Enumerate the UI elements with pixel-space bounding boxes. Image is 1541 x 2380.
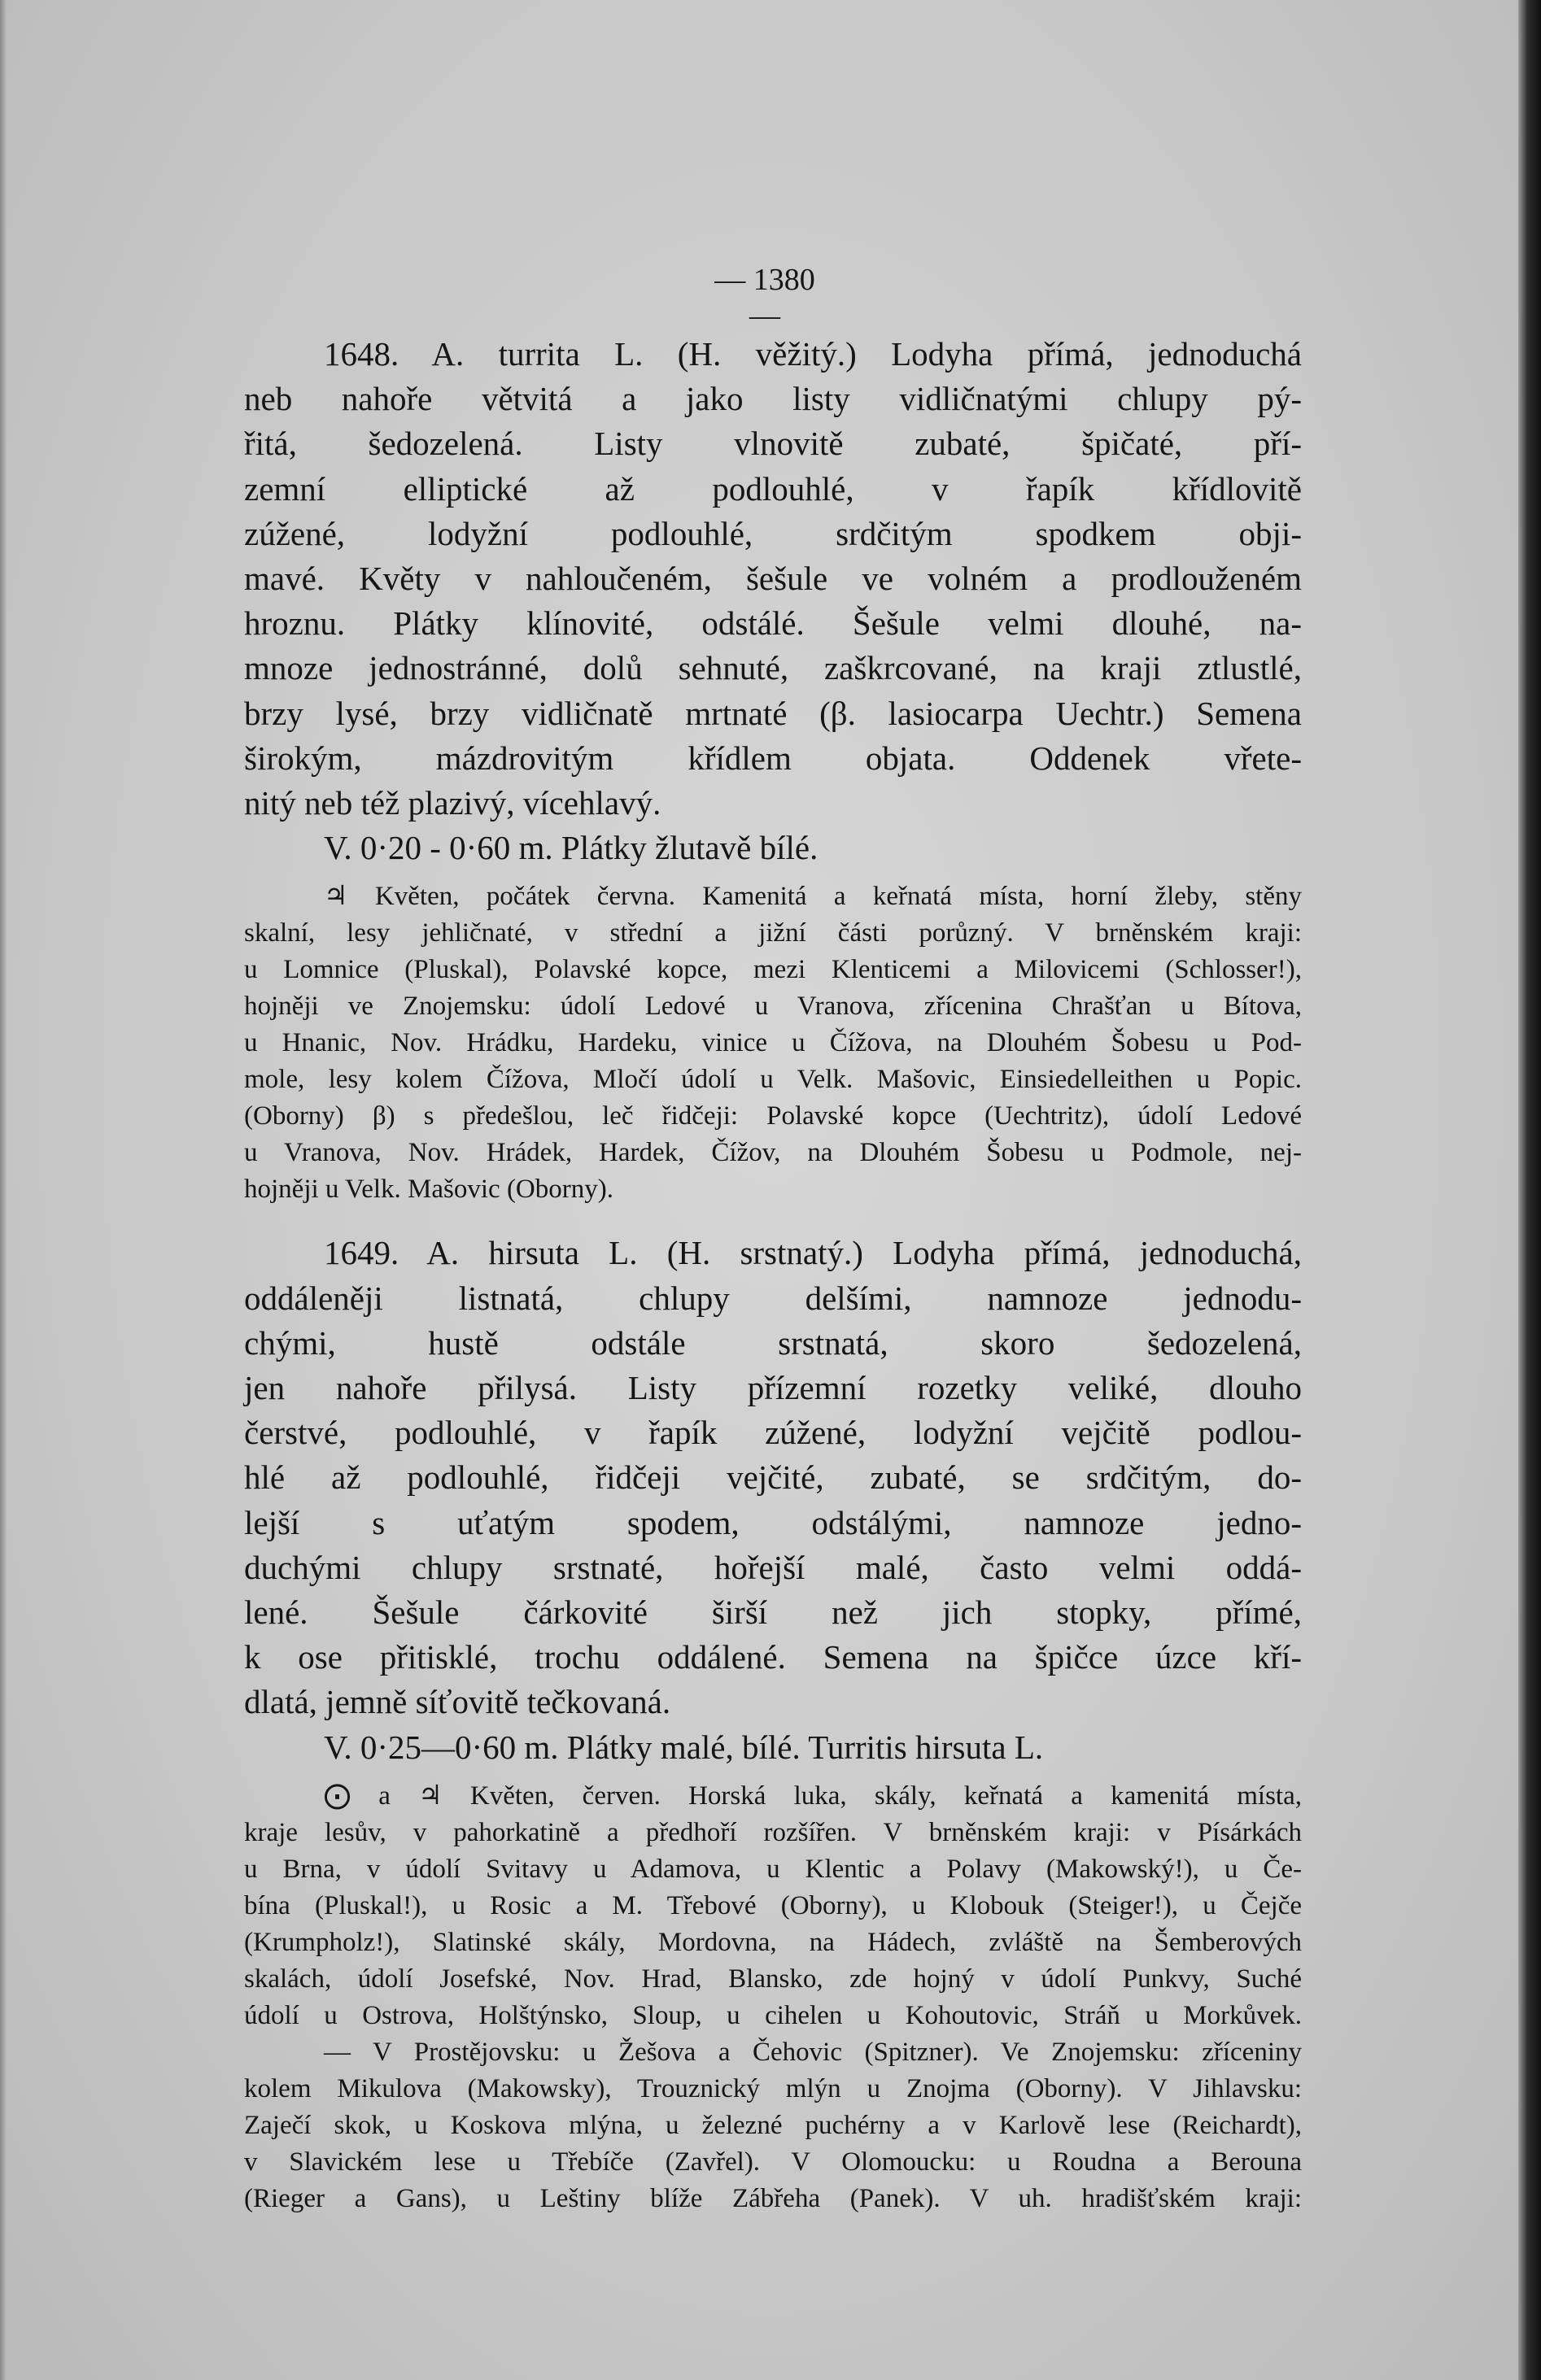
description-line: brzy lysé, brzy vidličnatě mrtnaté (β. lasiocarpa Uechtr.) Semena (244, 694, 1302, 732)
distribution-line: hojněji u Velk. Mašovic (Oborny). (244, 1175, 613, 1205)
description-line: jen nahoře přilysá. Listy přízemní rozetky veliké, dlouho (244, 1369, 1302, 1407)
entry-1649-distribution (244, 1778, 1302, 2217)
description-line: hlé až podlouhlé, řidčeji vejčité, zubaté, se srdčitým, do- (244, 1458, 1302, 1497)
description-line: lené. Šešule čárkovité širší než jich stopky, přímé, (244, 1593, 1302, 1632)
page-content (244, 332, 1302, 2217)
description-line: oddáleněji listnatá, chlupy delšími, namnoze jednodu- (244, 1279, 1302, 1317)
description-line: hroznu. Plátky klínovité, odstálé. Šešule velmi dlouhé, na- (244, 604, 1302, 643)
description-line: zemní elliptické až podlouhlé, v řapík křídlovitě (244, 469, 1302, 508)
distribution-line: Zaječí skok, u Koskova mlýna, u železné puchérny a v Karlově lese (Reichardt), (244, 2110, 1302, 2140)
size-note: V. 0·25—0·60 m. Plátky malé, bílé. Turritis hirsuta L. (324, 1728, 1044, 1766)
distribution-line: (Rieger a Gans), u Leštiny blíže Zábřeha (Panek). V uh. hradišťském kraji: (244, 2183, 1302, 2213)
distribution-line: u Hnanic, Nov. Hrádku, Hardeku, vinice u Čížova, na Dlouhém Šobesu u Pod- (244, 1028, 1302, 1058)
distribution-line: ♃ Květen, počátek června. Kamenitá a keřnatá místa, horní žleby, stěny (324, 882, 1302, 912)
entry-1648-description (244, 332, 1302, 870)
distribution-line: údolí u Ostrova, Holštýnsko, Sloup, u cihelen u Kohoutovic, Stráň u Morkůvek. (244, 2000, 1302, 2030)
page-left-edge (0, 0, 7, 2380)
distribution-line: bína (Pluskal!), u Rosic a M. Třebové (Oborny), u Klobouk (Steiger!), u Čejče (244, 1890, 1302, 1920)
description-line: mavé. Květy v nahloučeném, šešule ve volném a prodlouženém (244, 560, 1302, 598)
description-line: 1648. A. turrita L. (H. věžitý.) Lodyha přímá, jednoduchá (324, 335, 1302, 373)
description-line: řitá, šedozelená. Listy vlnovitě zubaté, špičaté, pří- (244, 425, 1302, 463)
description-line: širokým, mázdrovitým křídlem objata. Oddenek vřete- (244, 739, 1302, 777)
distribution-line: — V Prostějovsku: u Žešova a Čehovic (Spitzner). Ve Znojemsku: zříceniny (324, 2037, 1302, 2067)
page-number: — 1380 — (714, 263, 815, 333)
distribution-line: u Lomnice (Pluskal), Polavské kopce, mezi Klenticemi a Milovicemi (Schlosser!), (244, 955, 1302, 985)
description-line: lejší s uťatým spodem, odstálými, namnoze jedno- (244, 1503, 1302, 1541)
description-line: dlatá, jemně síťovitě tečkovaná. (244, 1683, 671, 1721)
description-line: k ose přitisklé, trochu oddálené. Semena na špičce úzce kří- (244, 1638, 1302, 1676)
description-line: neb nahoře větvitá a jako listy vidličnatými chlupy pý- (244, 380, 1302, 418)
page-right-edge (1518, 0, 1541, 2380)
entry-1649-description (244, 1231, 1302, 1769)
distribution-line: mole, lesy kolem Čížova, Mločí údolí u Velk. Mašovic, Einsiedelleithen u Popic. (244, 1065, 1302, 1095)
entry-1648 (244, 332, 1302, 1208)
size-note: V. 0·20 - 0·60 m. Plátky žlutavě bílé. (324, 829, 819, 867)
description-line: zúžené, lodyžní podlouhlé, srdčitým spodkem obji- (244, 514, 1302, 552)
entry-1648-distribution (244, 878, 1302, 1208)
distribution-line: skalách, údolí Josefské, Nov. Hrad, Blansko, zde hojný v údolí Punkvy, Suché (244, 1964, 1302, 1994)
entry-1649 (244, 1231, 1302, 2217)
description-line: duchými chlupy srstnaté, hořejší malé, často velmi oddá- (244, 1548, 1302, 1586)
distribution-line: kolem Mikulova (Makowsky), Trouznický mlýn u Znojma (Oborny). V Jihlavsku: (244, 2073, 1302, 2103)
description-line: 1649. A. hirsuta L. (H. srstnatý.) Lodyha přímá, jednoduchá, (324, 1234, 1302, 1272)
description-line: nitý neb též plazivý, vícehlavý. (244, 784, 661, 822)
description-line: chými, hustě odstále srstnatá, skoro šedozelená, (244, 1323, 1302, 1362)
distribution-line: (Oborny) β) s předešlou, leč řidčeji: Polavské kopce (Uechtritz), údolí Ledové (244, 1101, 1302, 1131)
distribution-line: kraje lesův, v pahorkatině a předhoří rozšířen. V brněnském kraji: v Písárkách (244, 1817, 1302, 1847)
distribution-line: u Brna, v údolí Svitavy u Adamova, u Klentic a Polavy (Makowský!), u Če- (244, 1854, 1302, 1884)
distribution-line: u Vranova, Nov. Hrádek, Hardek, Čížov, na Dlouhém Šobesu u Podmole, nej- (244, 1138, 1302, 1168)
distribution-line: skalní, lesy jehličnaté, v střední a jižní části porůzný. V brněnském kraji: (244, 918, 1302, 948)
distribution-line: hojněji ve Znojemsku: údolí Ledové u Vranova, zřícenina Chrašťan u Bítova, (244, 992, 1302, 1022)
description-line: mnoze jednostránné, dolů sehnuté, zaškrcované, na kraji ztlustlé, (244, 649, 1302, 687)
entry-gap (244, 1208, 1302, 1231)
distribution-line: ⨀ a ♃ Květen, červen. Horská luka, skály, keřnatá a kamenitá místa, (324, 1781, 1302, 1811)
distribution-line: v Slavickém lese u Třebíče (Zavřel). V Olomoucku: u Roudna a Berouna (244, 2147, 1302, 2177)
distribution-line: (Krumpholz!), Slatinské skály, Mordovna, na Hádech, zvláště na Šemberových (244, 1927, 1302, 1957)
description-line: čerstvé, podlouhlé, v řapík zúžené, lodyžní vejčitě podlou- (244, 1414, 1302, 1452)
